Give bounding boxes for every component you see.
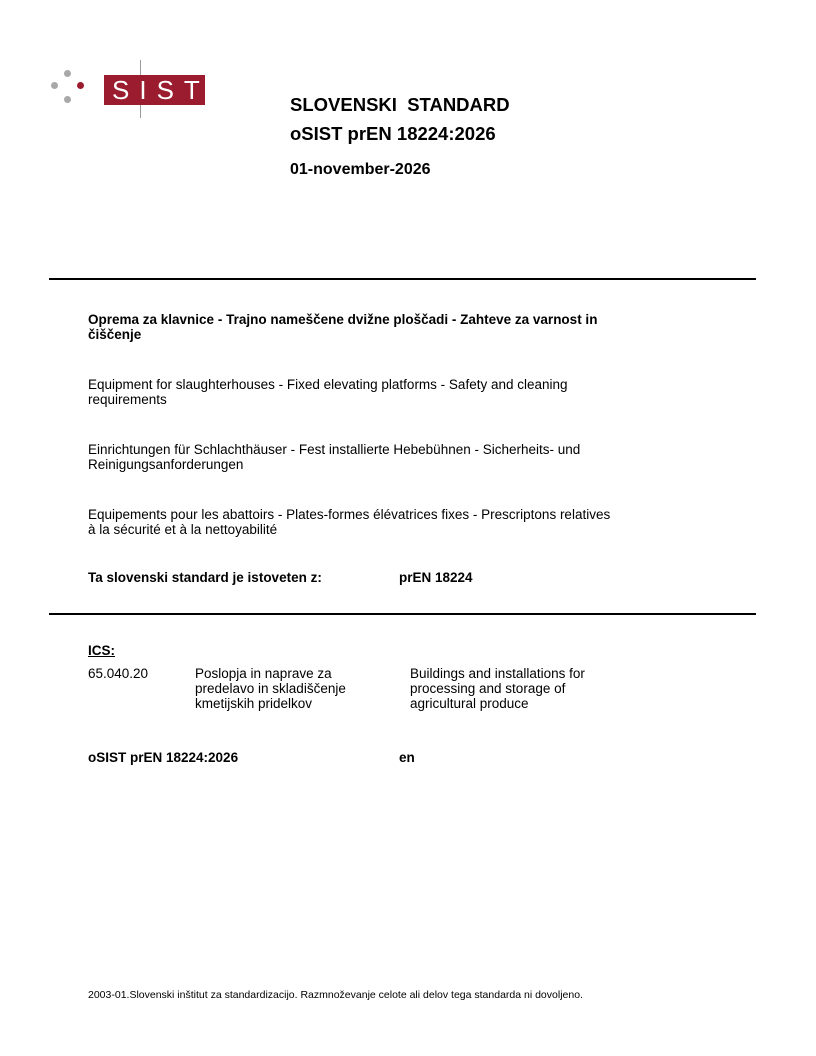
logo-wordmark: SIST <box>104 75 205 105</box>
title-line: Equipements pour les abattoirs - Plates-formes élévatrices fixes - Prescriptons relatives <box>88 507 611 522</box>
title-line: Einrichtungen für Schlachthäuser - Fest installierte Hebebühnen - Sicherheits- und <box>88 442 581 457</box>
ics-code: 65.040.20 <box>88 666 149 681</box>
title-line: Equipment for slaughterhouses - Fixed elevating platforms - Safety and cleaning <box>88 377 568 392</box>
title-line: à la sécurité et à la nettoyabilité <box>88 521 278 537</box>
document-id: oSIST prEN 18224:2026 <box>88 750 239 765</box>
divider <box>49 613 756 615</box>
identical-value: prEN 18224 <box>399 570 473 585</box>
title-line: čiščenje <box>88 326 142 342</box>
standard-type: SLOVENSKI STANDARD <box>290 94 510 115</box>
logo-dot <box>64 96 71 103</box>
copyright-footer: 2003-01.Slovenski inštitut za standardizacijo. Razmnoževanje celote ali delov tega standarda ni dovoljeno. <box>88 989 583 1001</box>
ics-line: kmetijskih pridelkov <box>195 696 313 711</box>
ics-line: agricultural produce <box>410 696 529 711</box>
ics-line: predelavo in skladiščenje <box>195 681 346 696</box>
title-line: requirements <box>88 391 167 407</box>
ics-description-slovenian <box>195 666 395 711</box>
logo-dot <box>64 70 71 77</box>
document-language: en <box>399 750 415 765</box>
title-german <box>88 443 728 472</box>
standard-id: oSIST prEN 18224:2026 <box>290 123 496 144</box>
title-line: Reinigungsanforderungen <box>88 456 244 472</box>
title-slovenian <box>88 313 728 342</box>
title-french <box>88 508 728 537</box>
publication-date: 01-november-2026 <box>290 161 431 178</box>
ics-line: processing and storage of <box>410 681 566 696</box>
identical-label: Ta slovenski standard je istoveten z: <box>88 570 322 585</box>
ics-description-english <box>410 666 610 711</box>
title-line: Oprema za klavnice - Trajno nameščene dvižne ploščadi - Zahteve za varnost in <box>88 312 598 327</box>
ics-line: Buildings and installations for <box>410 666 585 681</box>
ics-line: Poslopja in naprave za <box>195 666 332 681</box>
ics-heading: ICS: <box>88 643 115 658</box>
logo-dot-red <box>77 82 84 89</box>
title-english <box>88 378 728 407</box>
divider <box>49 278 756 280</box>
logo-dot <box>51 82 58 89</box>
